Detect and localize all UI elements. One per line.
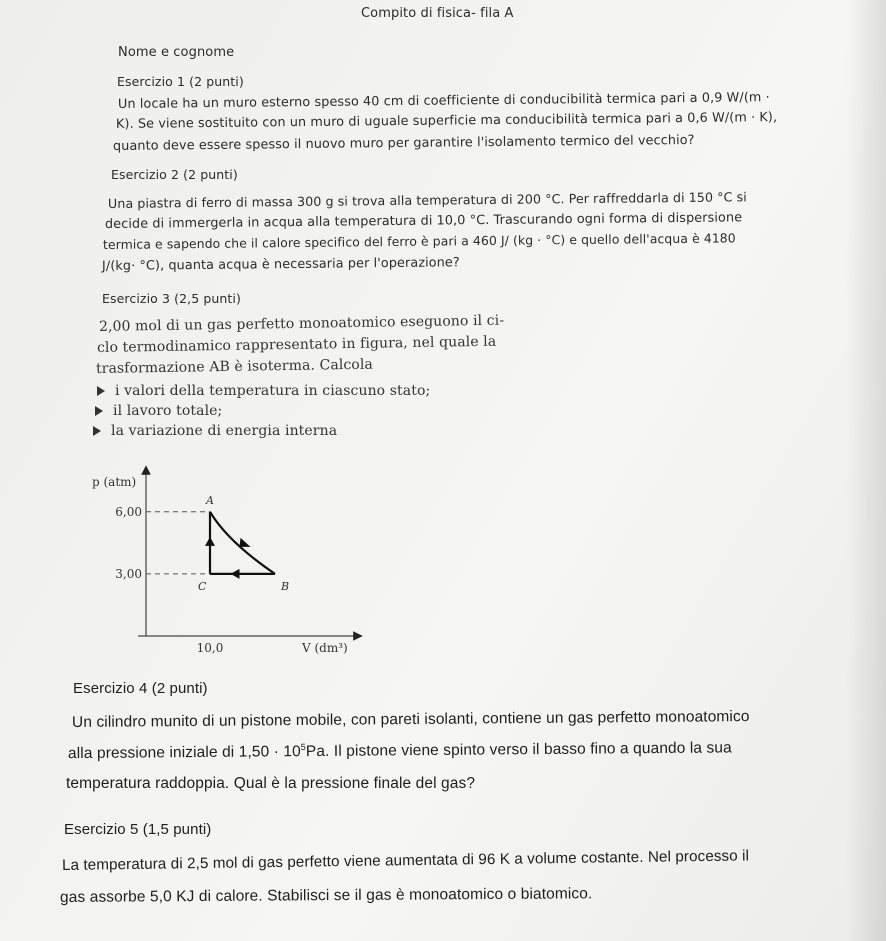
ex4-title: Esercizio 4 (2 punti) bbox=[73, 680, 208, 697]
page-shadow bbox=[846, 0, 886, 941]
ex1-title: Esercizio 1 (2 punti) bbox=[117, 74, 244, 89]
ex5-line2: gas assorbe 5,0 KJ di calore. Stabilisci se il gas è monoatomico o biatomico. bbox=[59, 885, 593, 906]
ex3-bullet-3: la variazione di energia interna bbox=[93, 423, 337, 439]
ex2-line1: Una piastra di ferro di massa 300 g si trova alla temperatura di 200 °C. Per raffreddarla di 150 °C si bbox=[107, 189, 747, 211]
ex4-line1: Un cilindro munito di un pistone mobile, con pareti isolanti, contiene un gas perfetto monoatomico bbox=[71, 708, 750, 731]
point-label-c: C bbox=[198, 579, 207, 593]
arrow-ca bbox=[205, 537, 215, 546]
ex3-line1: 2,00 mol di un gas perfetto monoatomico eseguono il ci- bbox=[98, 312, 505, 335]
pv-diagram bbox=[88, 462, 368, 662]
exam-title: Compito di fisica- fila A bbox=[361, 6, 514, 21]
x-axis-label: V (dm³) bbox=[302, 641, 348, 655]
ex2-line2: decide di immergerla in acqua alla temperatura di 10,0 °C. Trascurando ogni forma di dispersione bbox=[104, 210, 743, 232]
point-label-a: A bbox=[206, 493, 214, 507]
ex1-line2: K). Se viene sostituito con un muro di uguale superficie ma conducibilità termica pari a 0,6 W/(m · K), bbox=[115, 110, 778, 132]
y-tick-label: 6,00 bbox=[115, 504, 142, 519]
ex5-line1: La temperatura di 2,5 mol di gas perfetto viene aumentata di 96 K a volume costante. Nel processo il bbox=[61, 847, 750, 874]
bullet-arrow-icon bbox=[97, 386, 105, 396]
ex5-title: Esercizio 5 (1,5 punti) bbox=[64, 821, 212, 838]
ex2-title: Esercizio 2 (2 punti) bbox=[111, 167, 238, 182]
ex1-line3: quanto deve essere spesso il nuovo muro per garantire l'isolamento termico del vecchio? bbox=[112, 132, 695, 154]
y-tick-label: 3,00 bbox=[115, 566, 142, 581]
ex3-line3: trasformazione AB è isoterma. Calcola bbox=[95, 356, 374, 377]
point-label-b: B bbox=[281, 579, 290, 593]
ex3-title: Esercizio 3 (2,5 punti) bbox=[102, 291, 241, 306]
name-label: Nome e cognome bbox=[118, 45, 235, 60]
arrow-bc bbox=[231, 569, 240, 579]
bullet-arrow-icon bbox=[93, 426, 101, 436]
y-axis-label: p (atm) bbox=[92, 475, 137, 489]
arrow-ab bbox=[240, 538, 251, 547]
ex4-line2: alla pressione iniziale di $1,50 \cdot 10^5Pa$. Il pistone viene spinto verso il basso fino a quando la sua bbox=[67, 739, 732, 763]
ex4-line3: temperatura raddoppia. Qual è la pressione finale del gas? bbox=[66, 775, 476, 792]
ex2-line3: termica e sapendo che il calore specifico del ferro è pari a 460 J/ (kg · °C) e quello dell'acqua è 4180 bbox=[102, 230, 736, 252]
ex3-line2: clo termodinamico rappresentato in figura, nel quale la bbox=[96, 333, 497, 356]
ex1-line1: Un locale ha un muro esterno spesso 40 cm di coefficiente di conducibilità termica pari a 0,9 W/(m · bbox=[117, 90, 770, 112]
x-tick-label: 10,0 bbox=[196, 641, 224, 655]
ex3-bullet-2: il lavoro totale; bbox=[95, 403, 222, 419]
ex3-bullet-1: i valori della temperatura in ciascuno stato; bbox=[97, 383, 430, 399]
bullet-arrow-icon bbox=[95, 406, 103, 416]
ex2-line4: J/(kg· °C), quanta acqua è necessaria per l'operazione? bbox=[101, 255, 460, 274]
